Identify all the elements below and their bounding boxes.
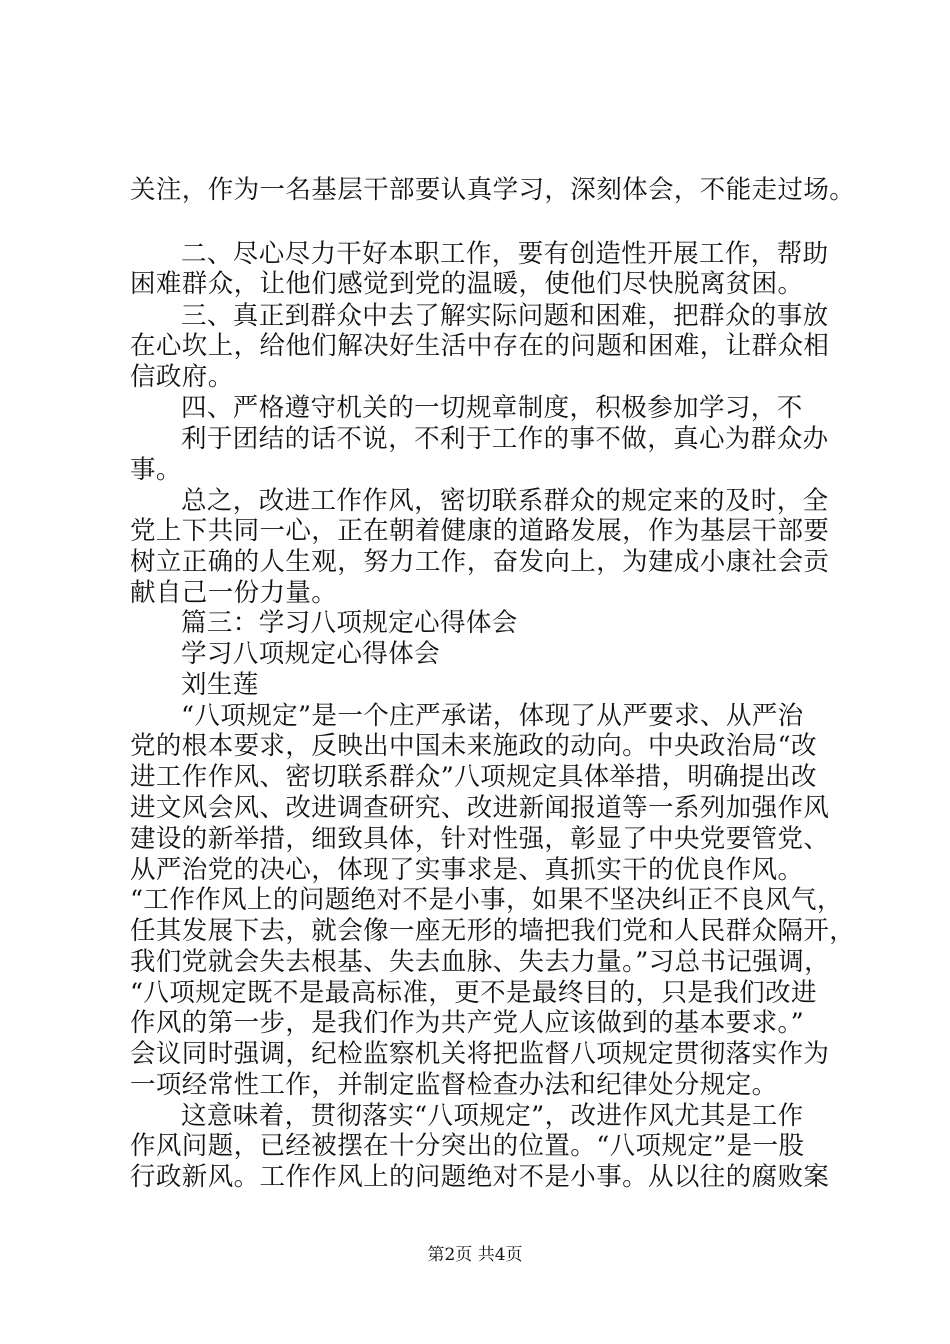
text-line: 进文风会风、改进调查研究、改进新闻报道等一系列加强作风 bbox=[130, 793, 830, 823]
text-line: 会议同时强调，纪检监察机关将把监督八项规定贯彻落实作为 bbox=[130, 1039, 830, 1069]
text-line: 建设的新举措，细致具体，针对性强，彰显了中央党要管党、 bbox=[130, 824, 830, 854]
text-line: 党上下共同一心，正在朝着健康的道路发展，作为基层干部要 bbox=[130, 516, 830, 546]
text-line: 进工作作风、密切联系群众”八项规定具体举措，明确提出改 bbox=[130, 762, 817, 792]
text-line: 三、真正到群众中去了解实际问题和困难，把群众的事放 bbox=[181, 301, 829, 331]
text-line: 作风的第一步，是我们作为共产党人应该做到的基本要求。” bbox=[130, 1008, 805, 1038]
text-line: “八项规定既不是最高标准，更不是最终目的，只是我们改进 bbox=[130, 978, 817, 1008]
text-line: 一项经常性工作，并制定监督检查办法和纪律处分规定。 bbox=[130, 1070, 778, 1100]
article-title: 学习八项规定心得体会 bbox=[181, 639, 441, 669]
text-line: 事。 bbox=[130, 455, 182, 485]
text-line: 从严治党的决心，体现了实事求是、真抓实干的优良作风。 bbox=[130, 855, 804, 885]
text-line: 作风问题，已经被摆在十分突出的位置。“八项规定”是一股 bbox=[130, 1131, 805, 1161]
text-line: 党的根本要求，反映出中国未来施政的动向。中央政治局“改 bbox=[130, 731, 817, 761]
text-line: 困难群众，让他们感觉到党的温暖，使他们尽快脱离贫困。 bbox=[130, 269, 804, 299]
text-line: 树立正确的人生观，努力工作，奋发向上，为建成小康社会贡 bbox=[130, 547, 830, 577]
text-line: 利于团结的话不说，不利于工作的事不做，真心为群众办 bbox=[181, 424, 829, 454]
text-line: 这意味着，贯彻落实“八项规定”，改进作风尤其是工作 bbox=[181, 1101, 804, 1131]
text-line: “工作作风上的问题绝对不是小事，如果不坚决纠正不良风气， bbox=[130, 885, 843, 915]
page-footer: 第2页 共4页 bbox=[427, 1245, 523, 1265]
section-heading: 篇三：学习八项规定心得体会 bbox=[181, 608, 518, 638]
text-line: 我们党就会失去根基、失去血脉、失去力量。”习总书记强调， bbox=[130, 947, 830, 977]
author-name: 刘生莲 bbox=[181, 670, 259, 700]
text-line: 献自己一份力量。 bbox=[130, 578, 338, 608]
text-line: 关注，作为一名基层干部要认真学习，深刻体会，不能走过场。 bbox=[130, 175, 856, 205]
text-line: 信政府。 bbox=[130, 362, 234, 392]
text-line: “八项规定”是一个庄严承诺，体现了从严要求、从严治 bbox=[181, 701, 804, 731]
text-line: 四、严格遵守机关的一切规章制度，积极参加学习，不 bbox=[181, 393, 803, 423]
text-line: 总之，改进工作作风，密切联系群众的规定来的及时，全 bbox=[181, 486, 829, 516]
text-line: 在心坎上，给他们解决好生活中存在的问题和困难，让群众相 bbox=[130, 331, 830, 361]
text-line: 二、尽心尽力干好本职工作，要有创造性开展工作，帮助 bbox=[181, 239, 829, 269]
text-line: 行政新风。工作作风上的问题绝对不是小事。从以往的腐败案 bbox=[130, 1162, 830, 1192]
text-line: 任其发展下去，就会像一座无形的墙把我们党和人民群众隔开， bbox=[130, 916, 856, 946]
